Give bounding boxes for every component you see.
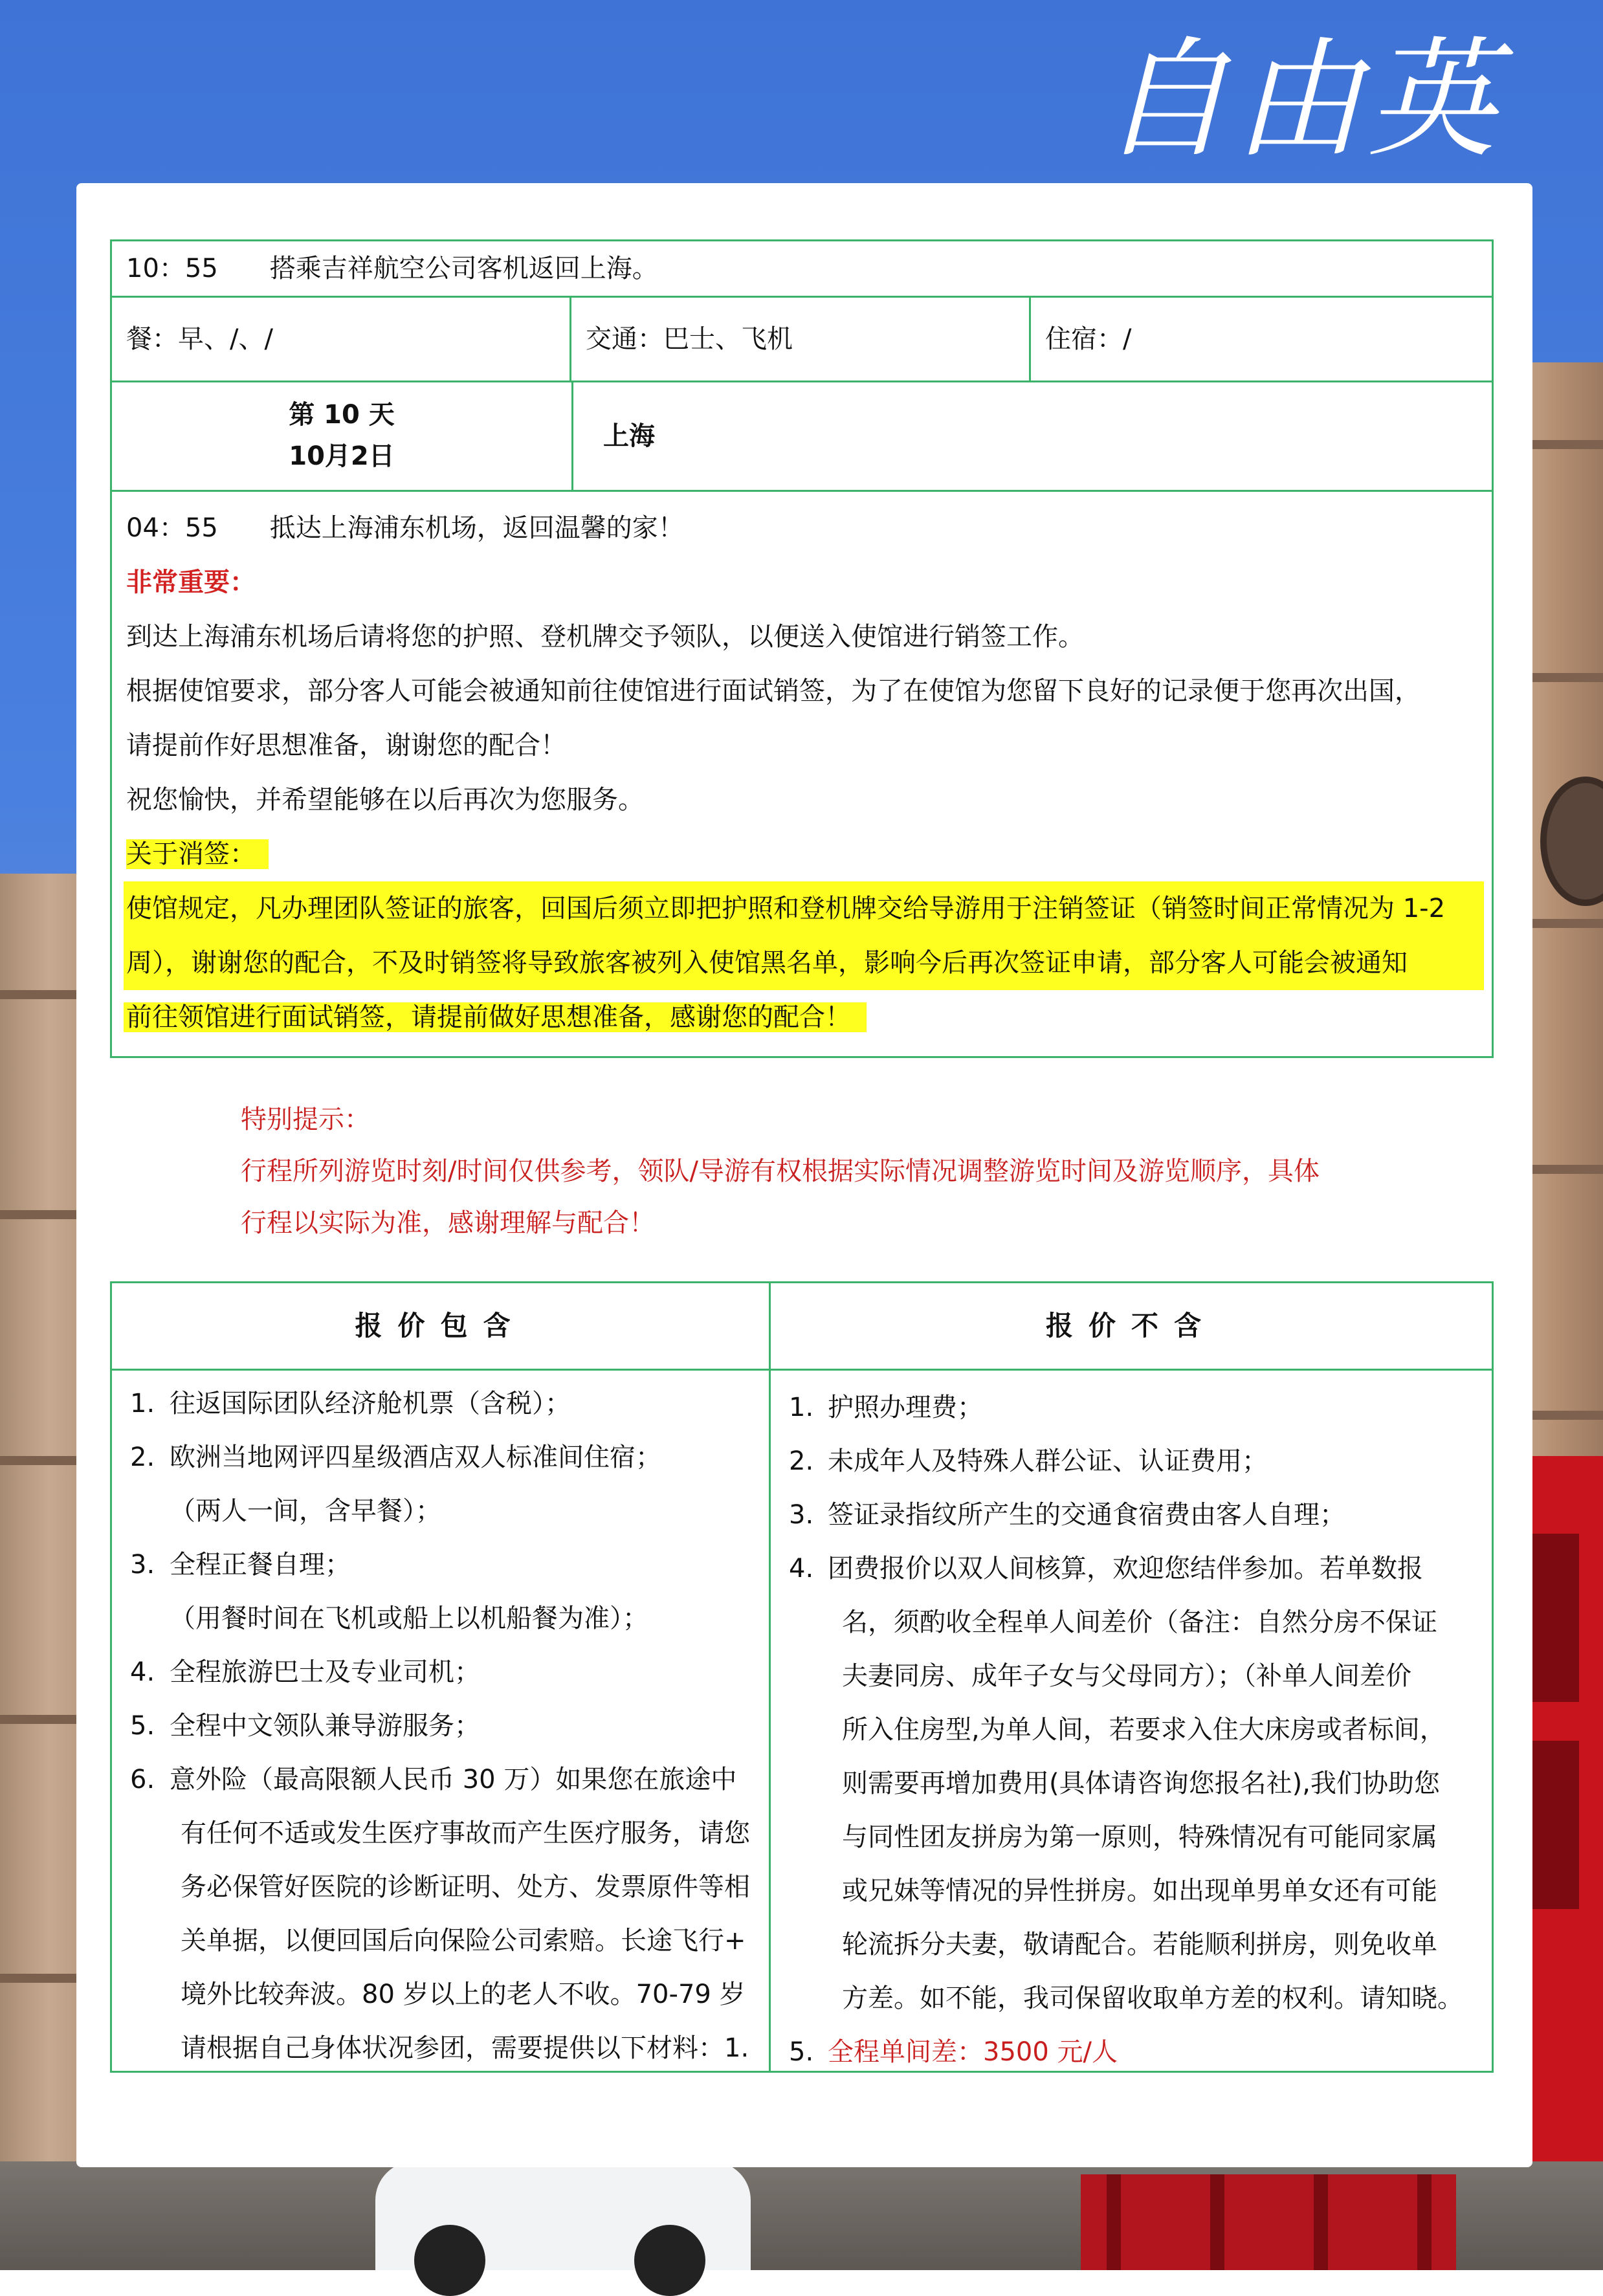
flight-line: 10：55 搭乘吉祥航空公司客机返回上海。: [126, 254, 658, 283]
cancel-title: 关于消签：: [126, 839, 269, 869]
included-item-sub: （两人一间，含早餐）；: [170, 1496, 441, 1526]
excluded-item: 2. 未成年人及特殊人群公证、认证费用；: [789, 1446, 1268, 1476]
meals-cell: 餐：早、/、/: [112, 298, 571, 381]
tips-line-2: 行程以实际为准，感谢理解与配合！: [241, 1208, 655, 1238]
excluded-column: [771, 1283, 1492, 2071]
included-item: 3. 全程正餐自理；: [130, 1550, 351, 1580]
included-item-cont: 关单据，以便回国后向保险公司索赔。长途飞行+: [181, 1926, 746, 1956]
excluded-item-cont: 则需要再增加费用(具体请咨询您报名社),我们协助您: [842, 1769, 1440, 1798]
detail-line-1: 到达上海浦东机场后请将您的护照、登机牌交予领队，以便送入使馆进行销签工作。: [126, 622, 1084, 652]
date-label: 10月2日: [289, 441, 395, 471]
excluded-item: 3. 签证录指纹所产生的交通食宿费由客人自理；: [789, 1500, 1345, 1530]
excluded-item-cont: 或兄妹等情况的异性拼房。如出现单男单女还有可能: [842, 1876, 1437, 1906]
detail-row: [112, 492, 1492, 1056]
day-row: [112, 382, 1492, 492]
included-item-sub: （用餐时间在飞机或船上以机船餐为准）；: [170, 1604, 648, 1633]
arrival-line: 04：55 抵达上海浦东机场，返回温馨的家！: [126, 513, 684, 543]
cancel-line-2: 周），谢谢您的配合，不及时销签将导致旅客被列入使馆黑名单，影响今后再次签证申请，部分客人可能会被通知: [124, 936, 1484, 990]
included-item-cont: 有任何不适或发生医疗事故而产生医疗服务，请您: [181, 1818, 750, 1848]
cancel-line-1: 使馆规定，凡办理团队签证的旅客，回国后须立即把护照和登机牌交给导游用于注销签证（销签时间正常情况为 1-2: [124, 881, 1484, 936]
logo-text: 自由英: [1100, 25, 1501, 175]
day-label: 第 10 天: [289, 400, 395, 430]
excluded-item: 5. 全程单间差：3500 元/人: [789, 2037, 1118, 2067]
included-item-cont: 请根据自己身体状况参团，需要提供以下材料：1.: [181, 2033, 749, 2063]
included-item: 4. 全程旅游巴士及专业司机；: [130, 1657, 480, 1687]
excluded-item-cont: 方差。如不能，我司保留收取单方差的权利。请知晓。: [842, 1983, 1463, 2013]
important-title: 非常重要：: [126, 568, 256, 597]
excluded-item: 1. 护照办理费；: [789, 1393, 983, 1422]
flight-row: [112, 241, 1492, 298]
excluded-item-cont: 所入住房型,为单人间，若要求入住大床房或者标间，: [842, 1715, 1446, 1745]
transport-cell: 交通：巴士、飞机: [571, 298, 1031, 381]
included-item: 1. 往返国际团队经济舱机票（含税）；: [130, 1389, 571, 1418]
excluded-item-cont: 轮流拆分夫妻，敬请配合。若能顺利拼房，则免收单: [842, 1930, 1437, 1959]
excluded-item-cont: 与同性团友拼房为第一原则，特殊情况有可能同家属: [842, 1822, 1437, 1852]
taxi: [375, 2161, 751, 2270]
tips-title: 特别提示：: [241, 1105, 370, 1134]
excluded-header: 报价不含: [771, 1283, 1492, 1371]
tips-line-1: 行程所列游览时刻/时间仅供参考，领队/导游有权根据实际情况调整游览时间及游览顺序，具体: [241, 1156, 1320, 1186]
red-bus: [1081, 2174, 1456, 2270]
excluded-item-cont: 名，须酌收全程单人间差价（备注：自然分房不保证: [842, 1607, 1437, 1637]
detail-line-3: 请提前作好思想准备，谢谢您的配合！: [126, 731, 566, 760]
detail-line-4: 祝您愉快，并希望能够在以后再次为您服务。: [126, 785, 644, 815]
included-header: 报价包含: [112, 1283, 769, 1371]
included-item: 6. 意外险（最高限额人民币 30 万）如果您在旅途中: [130, 1765, 737, 1794]
included-item-cont: 境外比较奔波。80 岁以上的老人不收。70-79 岁: [181, 1980, 746, 2009]
special-tips: [241, 1094, 1406, 1249]
lodging-cell: 住宿：/: [1045, 324, 1132, 354]
city-cell: 上海: [603, 421, 655, 451]
included-item: 5. 全程中文领队兼导游服务；: [130, 1711, 480, 1741]
excluded-item-cont: 夫妻同房、成年子女与父母同方）；（补单人间差价: [842, 1661, 1411, 1691]
included-item-cont: 务必保管好医院的诊断证明、处方、发票原件等相: [181, 1872, 750, 1902]
day-cell: [112, 382, 573, 490]
price-table: [110, 1281, 1494, 2073]
excluded-item: 4. 团费报价以双人间核算，欢迎您结伴参加。若单数报: [789, 1554, 1423, 1584]
cancel-line-3: 前往领馆进行面试销签，请提前做好思想准备，感谢您的配合！: [124, 1002, 867, 1032]
brand-logo: [1100, 26, 1540, 175]
included-column: [112, 1283, 771, 2071]
itinerary-table: [110, 239, 1494, 1058]
detail-line-2: 根据使馆要求，部分客人可能会被通知前往使馆进行面试销签，为了在使馆为您留下良好的记录便于您再次出国，: [126, 676, 1421, 706]
included-item: 2. 欧洲当地网评四星级酒店双人标准间住宿；: [130, 1442, 661, 1472]
meals-row: [112, 298, 1492, 382]
